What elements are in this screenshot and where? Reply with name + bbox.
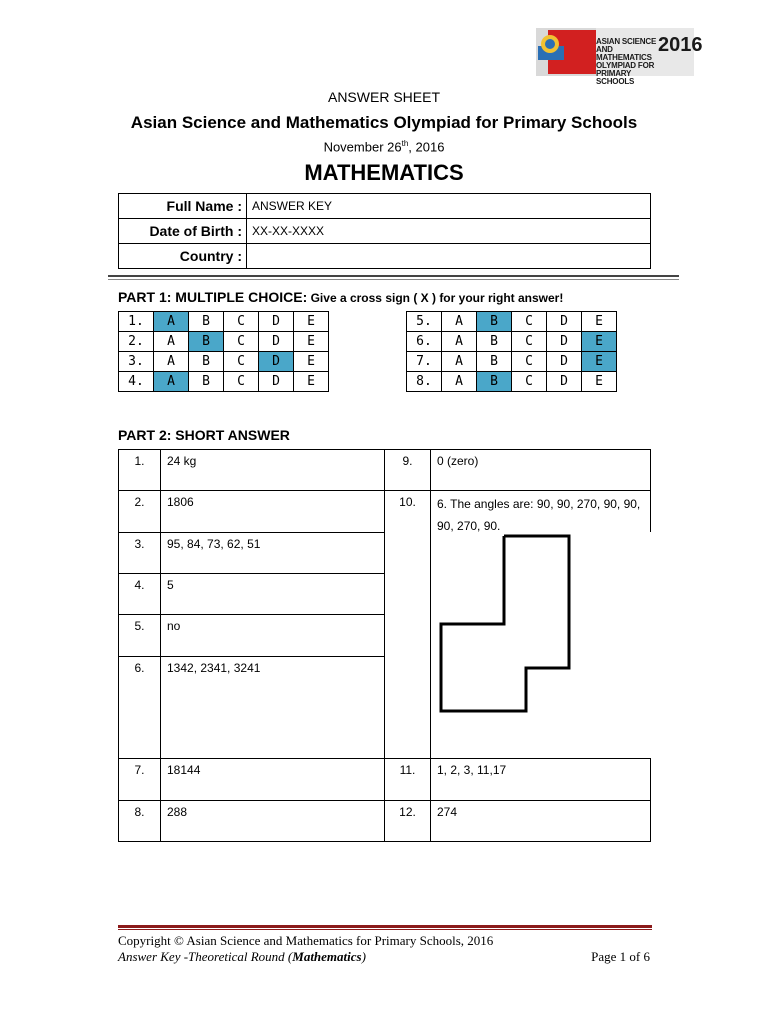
mc-option-b[interactable]: B [189, 312, 224, 332]
mc-option-e[interactable]: E [582, 332, 617, 352]
mc-option-e[interactable]: E [294, 372, 329, 392]
mc-option-d[interactable]: D [547, 332, 582, 352]
mc-table-right [406, 311, 617, 392]
logo-year: 2016 [658, 34, 703, 56]
mc-option-b[interactable]: B [477, 372, 512, 392]
mc-option-a[interactable]: A [154, 372, 189, 392]
mc-table-left [118, 311, 329, 392]
dob-field[interactable]: XX-XX-XXXX [247, 219, 651, 244]
full-name-field[interactable]: ANSWER KEY [247, 194, 651, 219]
mc-option-b[interactable]: B [477, 312, 512, 332]
q2-number: 2. [118, 490, 161, 533]
date-suffix: , 2016 [408, 139, 445, 155]
short-answer-grid [118, 449, 651, 842]
mc-question-number: 8. [407, 372, 442, 392]
footer-round-suffix: ) [361, 949, 366, 964]
page-number: Page 1 of 6 [591, 949, 650, 964]
mc-row [407, 352, 617, 372]
mc-option-d[interactable]: D [547, 352, 582, 372]
q3-answer: 95, 84, 73, 62, 51 [160, 532, 385, 574]
mc-question-number: 2. [119, 332, 154, 352]
mc-row [407, 312, 617, 332]
mc-question-number: 3. [119, 352, 154, 372]
mc-row [407, 372, 617, 392]
part1-instruction: Give a cross sign ( X ) for your right answer! [307, 291, 564, 305]
mc-option-d[interactable]: D [547, 372, 582, 392]
q12-answer: 274 [430, 800, 651, 842]
part1-heading [118, 289, 563, 305]
mc-option-c[interactable]: C [512, 332, 547, 352]
polygon-figure-icon [431, 533, 652, 723]
mc-option-c[interactable]: C [512, 312, 547, 332]
logo-text: ASIAN SCIENCE AND MATHEMATICS OLYMPIAD FOR PRIMARY SCHOOLS [596, 37, 657, 86]
mc-option-e[interactable]: E [582, 352, 617, 372]
mc-option-d[interactable]: D [547, 312, 582, 332]
country-label: Country : [119, 244, 247, 269]
mc-option-b[interactable]: B [189, 372, 224, 392]
mc-option-b[interactable]: B [477, 332, 512, 352]
q10-number: 10. [384, 490, 431, 759]
full-name-row [119, 194, 651, 219]
dob-row [119, 219, 651, 244]
mc-option-e[interactable]: E [294, 332, 329, 352]
q3-number: 3. [118, 532, 161, 574]
mc-question-number: 4. [119, 372, 154, 392]
mc-row [119, 352, 329, 372]
mc-option-c[interactable]: C [224, 352, 259, 372]
mc-option-c[interactable]: C [512, 372, 547, 392]
mc-option-e[interactable]: E [582, 312, 617, 332]
olympiad-logo [536, 26, 703, 86]
q4-answer: 5 [160, 573, 385, 615]
divider-thin [108, 279, 679, 280]
mc-option-d[interactable]: D [259, 372, 294, 392]
q1-answer: 24 kg [160, 449, 385, 491]
q6-number: 6. [118, 656, 161, 759]
mc-row [119, 312, 329, 332]
mc-option-a[interactable]: A [154, 332, 189, 352]
mc-option-b[interactable]: B [189, 332, 224, 352]
mc-row [119, 372, 329, 392]
mc-row [407, 332, 617, 352]
q12-number: 12. [384, 800, 431, 842]
footer-divider-thin [118, 929, 652, 930]
mc-row [119, 332, 329, 352]
q8-number: 8. [118, 800, 161, 842]
mc-option-d[interactable]: D [259, 332, 294, 352]
full-name-label: Full Name : [119, 194, 247, 219]
mc-option-a[interactable]: A [442, 372, 477, 392]
mc-option-d[interactable]: D [259, 312, 294, 332]
q9-number: 9. [384, 449, 431, 491]
mc-question-number: 5. [407, 312, 442, 332]
part2-title: PART 2: SHORT ANSWER [118, 427, 290, 443]
mc-option-a[interactable]: A [154, 312, 189, 332]
mc-question-number: 1. [119, 312, 154, 332]
mc-option-e[interactable]: E [582, 372, 617, 392]
q10-answer [430, 490, 651, 759]
mc-question-number: 6. [407, 332, 442, 352]
q11-number: 11. [384, 758, 431, 801]
q10-answer-text: 6. The angles are: 90, 90, 270, 90, 90, 90, 270, 90. [437, 497, 641, 533]
mc-option-e[interactable]: E [294, 312, 329, 332]
answer-sheet-title: ANSWER SHEET [327, 89, 440, 105]
mc-option-b[interactable]: B [477, 352, 512, 372]
q2-answer: 1806 [160, 490, 385, 533]
q1-number: 1. [118, 449, 161, 491]
footer-round-prefix: Answer Key -Theoretical Round ( [118, 949, 293, 964]
country-row [119, 244, 651, 269]
mc-option-a[interactable]: A [442, 332, 477, 352]
footer-round [118, 949, 366, 965]
exam-date [0, 139, 768, 154]
mc-option-c[interactable]: C [224, 332, 259, 352]
q5-answer: no [160, 614, 385, 657]
q8-answer: 288 [160, 800, 385, 842]
q10-right-border [650, 490, 651, 532]
date-prefix: November 26 [323, 139, 402, 155]
olympiad-title: Asian Science and Mathematics Olympiad for Primary Schools [130, 113, 638, 132]
subject-title: MATHEMATICS [304, 160, 464, 185]
student-info-table [118, 193, 651, 269]
q5-number: 5. [118, 614, 161, 657]
country-field[interactable] [247, 244, 651, 269]
mc-option-d[interactable]: D [259, 352, 294, 372]
q6-answer: 1342, 2341, 3241 [160, 656, 385, 759]
q7-answer: 18144 [160, 758, 385, 801]
mc-option-e[interactable]: E [294, 352, 329, 372]
mc-option-c[interactable]: C [512, 352, 547, 372]
date-sup: th [401, 139, 409, 148]
footer-divider [118, 925, 652, 928]
mc-option-a[interactable]: A [154, 352, 189, 372]
mc-option-a[interactable]: A [442, 352, 477, 372]
part1-title: PART 1: MULTIPLE CHOICE: [118, 289, 308, 305]
mc-option-a[interactable]: A [442, 312, 477, 332]
footer-copyright: Copyright © Asian Science and Mathematics for Primary Schools, 2016 [118, 933, 494, 948]
q9-answer: 0 (zero) [430, 449, 651, 491]
q4-number: 4. [118, 573, 161, 615]
mc-option-b[interactable]: B [189, 352, 224, 372]
mc-option-c[interactable]: C [224, 312, 259, 332]
q7-number: 7. [118, 758, 161, 801]
divider [108, 275, 679, 277]
dob-label: Date of Birth : [119, 219, 247, 244]
q11-answer: 1, 2, 3, 11,17 [430, 758, 651, 801]
mc-option-c[interactable]: C [224, 372, 259, 392]
mc-question-number: 7. [407, 352, 442, 372]
footer-round-subject: Mathematics [292, 949, 362, 964]
